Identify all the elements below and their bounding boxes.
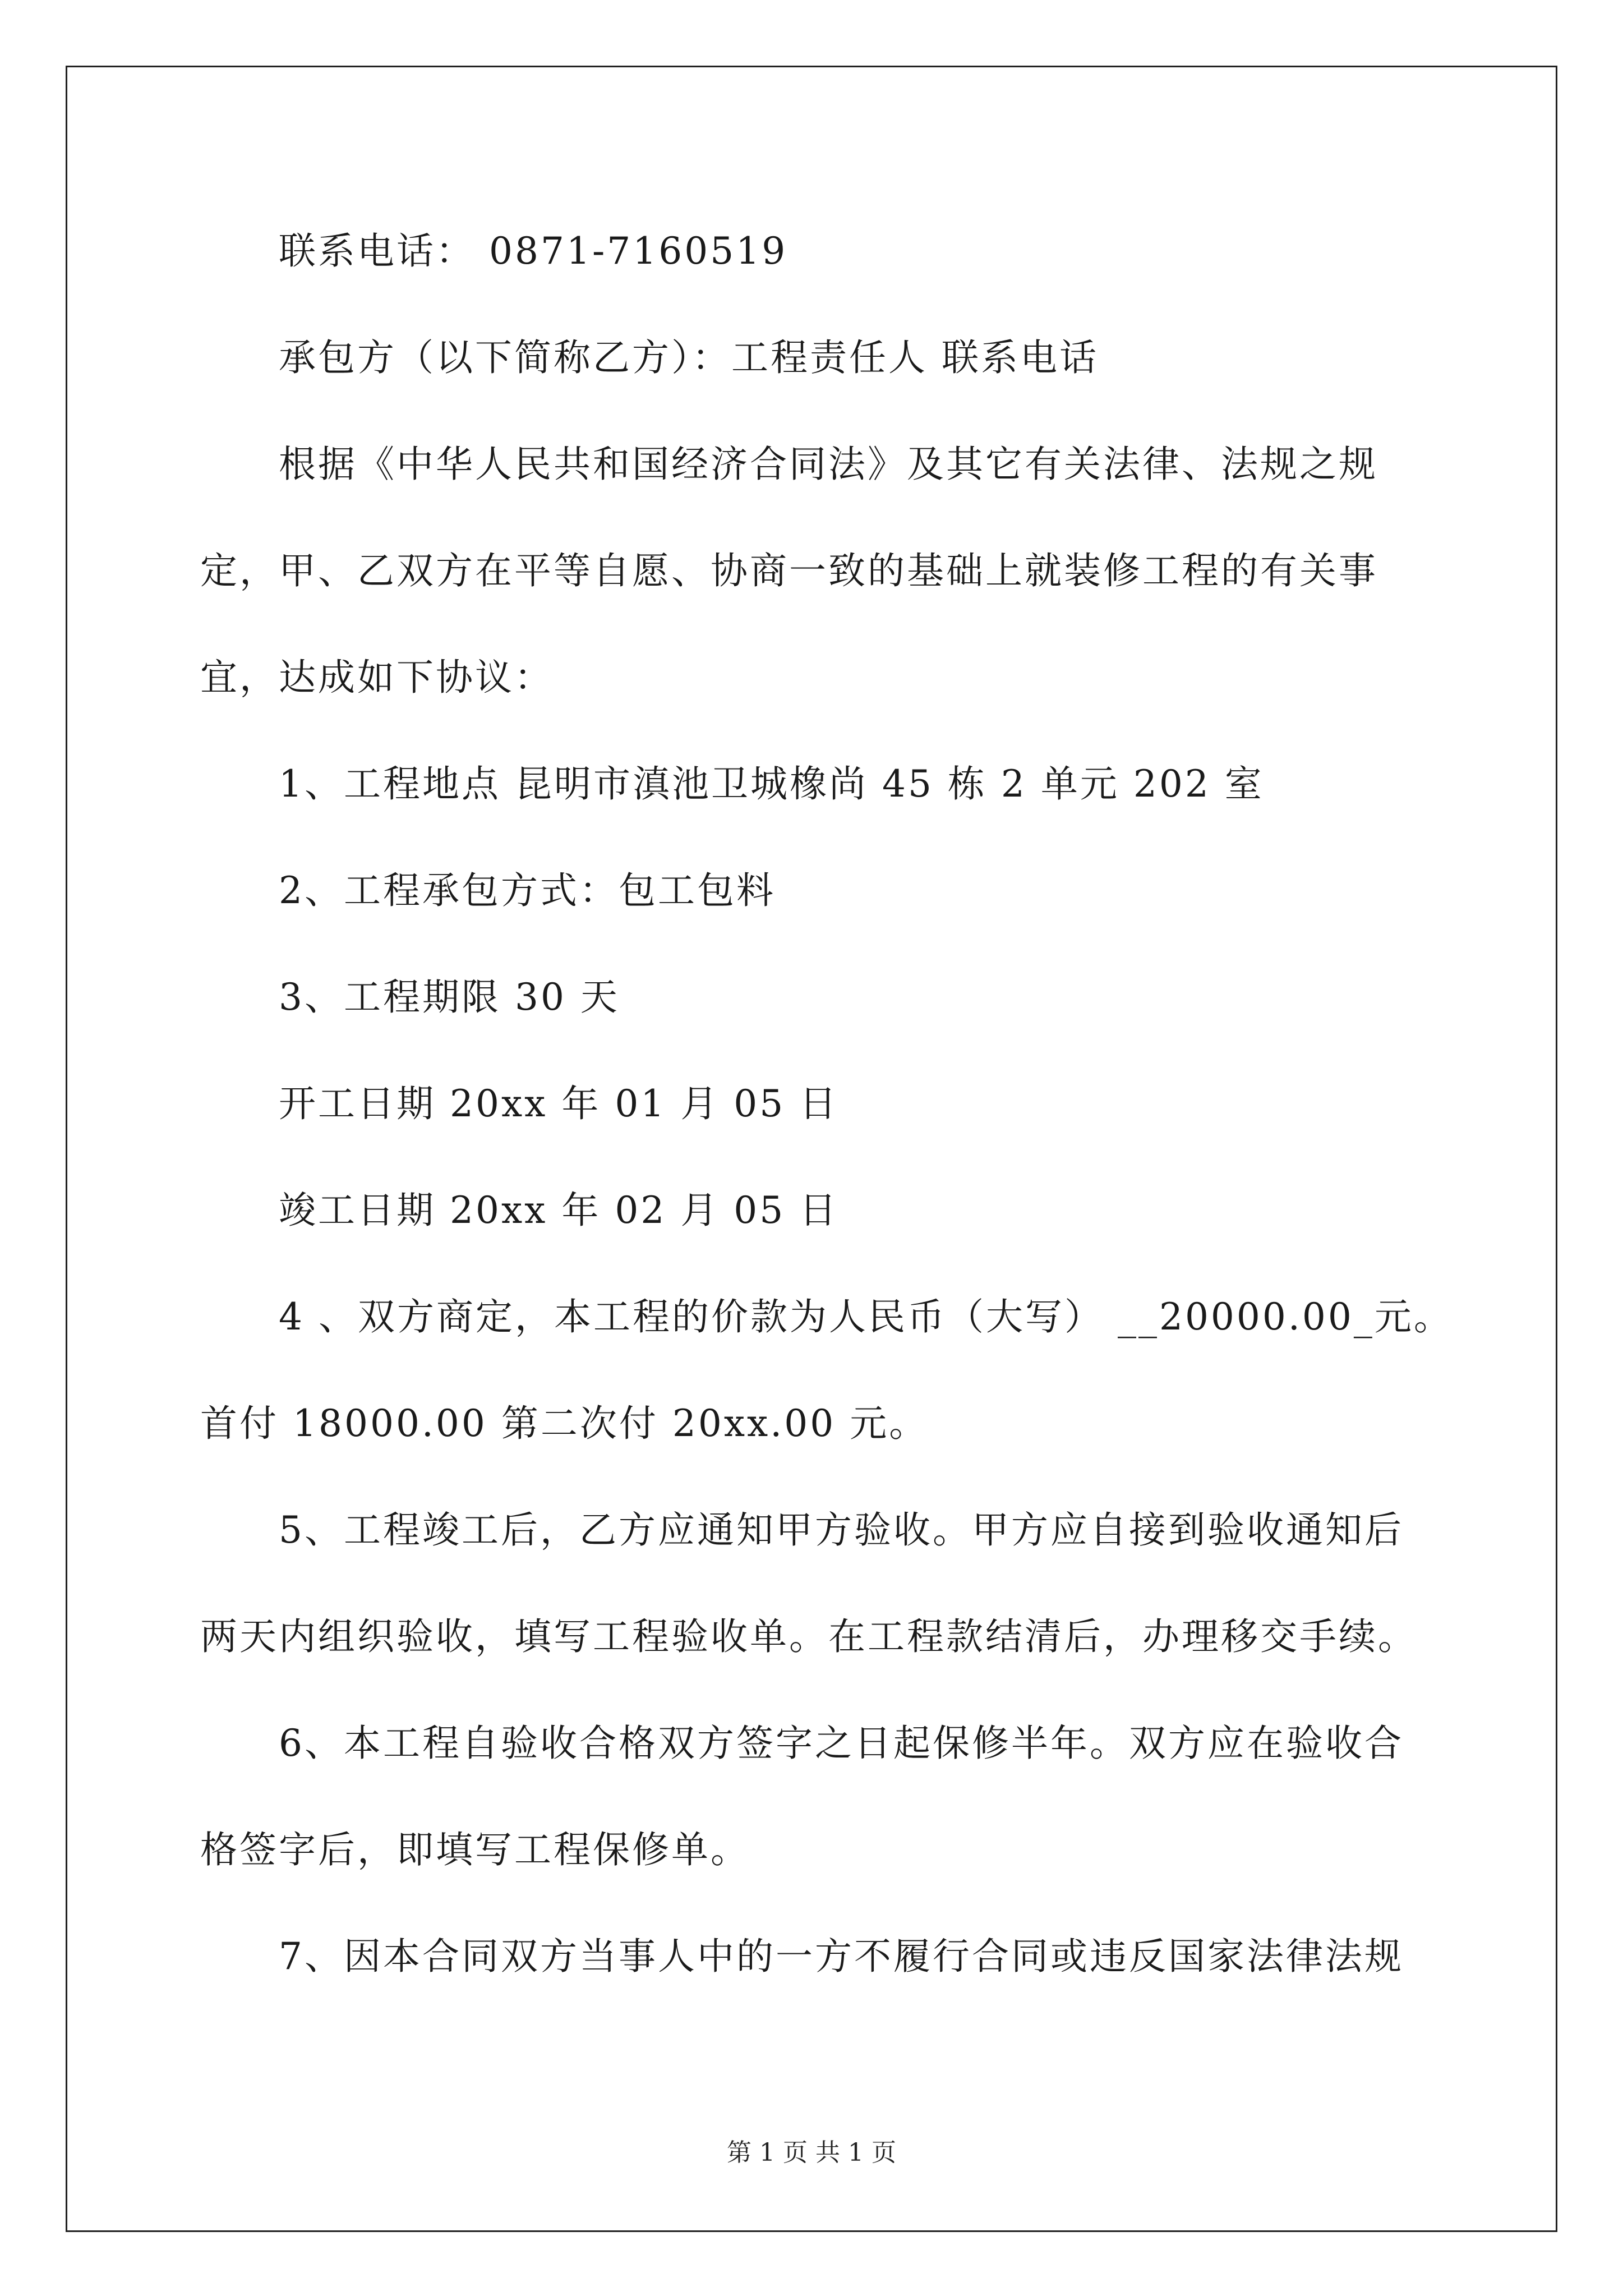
- payment-line: 首付 18000.00 第二次付 20xx.00 元。: [200, 1402, 929, 1445]
- document-body: [200, 0, 1453, 2076]
- clause-3-duration: 3、工程期限 30 天: [279, 976, 620, 1019]
- paragraph-line: 根据《中华人民共和国经济合同法》及其它有关法律、法规之规: [279, 443, 1378, 486]
- paragraph-line: 格签字后，即填写工程保修单。: [200, 1828, 750, 1871]
- clause-4-price: 4 、双方商定，本工程的价款为人民币（大写） __20000.00_元。: [279, 1295, 1453, 1338]
- start-date-line: 开工日期 20xx 年 01 月 05 日: [279, 1082, 839, 1125]
- page-number-footer: 第 1 页 共 1 页: [727, 2138, 896, 2167]
- clause-7-breach: 7、因本合同双方当事人中的一方不履行合同或违反国家法律法规: [279, 1935, 1404, 1978]
- clause-5-acceptance: 5、工程竣工后，乙方应通知甲方验收。甲方应自接到验收通知后: [279, 1508, 1404, 1552]
- paragraph-line: 宜，达成如下协议：: [200, 656, 554, 699]
- clause-1-location: 1、工程地点 昆明市滇池卫城橡尚 45 栋 2 单元 202 室: [279, 762, 1264, 806]
- completion-date-line: 竣工日期 20xx 年 02 月 05 日: [279, 1189, 839, 1232]
- clause-2-contract-mode: 2、工程承包方式：包工包料: [279, 869, 776, 912]
- contact-phone-line: 联系电话： 0871-7160519: [279, 229, 788, 273]
- paragraph-line: 两天内组织验收，填写工程验收单。在工程款结清后，办理移交手续。: [200, 1615, 1417, 1658]
- contractor-line: 承包方（以下简称乙方）：工程责任人 联系电话: [279, 336, 1099, 379]
- clause-6-warranty: 6、本工程自验收合格双方签字之日起保修半年。双方应在验收合: [279, 1722, 1404, 1765]
- paragraph-line: 定，甲、乙双方在平等自愿、协商一致的基础上就装修工程的有关事: [200, 549, 1378, 592]
